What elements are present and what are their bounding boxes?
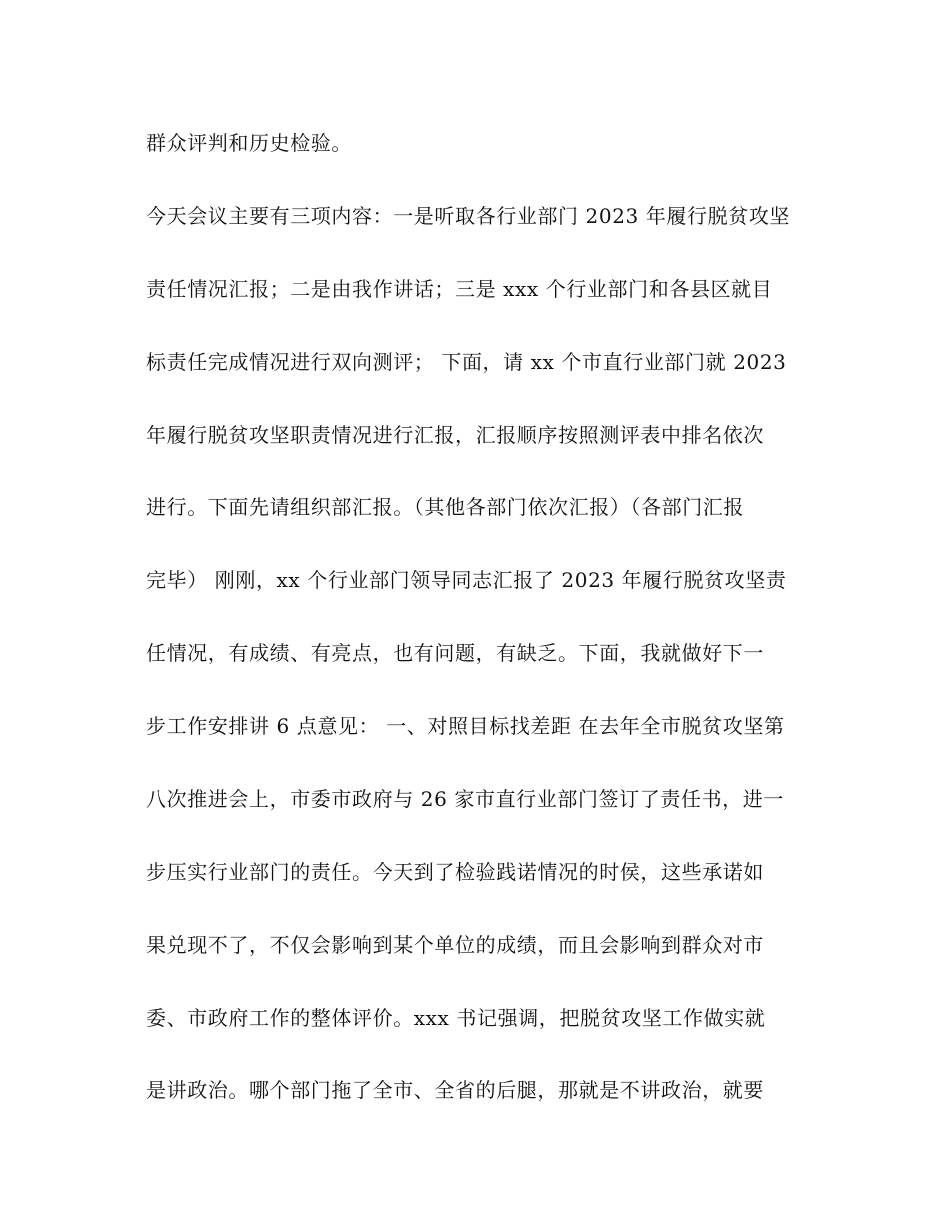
text-line: 年履行脱贫攻坚职责情况进行汇报，汇报顺序按照测评表中排名依次 bbox=[146, 423, 764, 447]
text-line: 是讲政治。哪个部门拖了全市、全省的后腿，那就是不讲政治，就要 bbox=[146, 1078, 764, 1102]
text-line: 任情况，有成绩、有亮点，也有问题，有缺乏。下面，我就做好下一 bbox=[146, 641, 764, 665]
text-line: 责任情况汇报；二是由我作讲话；三是 xxx 个行业部门和各县区就目 bbox=[146, 277, 773, 301]
text-line: 今天会议主要有三项内容：一是听取各行业部门 2023 年履行脱贫攻坚 bbox=[146, 204, 791, 228]
text-line: 群众评判和历史检验。 bbox=[146, 131, 352, 155]
text-line: 步工作安排讲 6 点意见： 一、对照目标找差距 在去年全市脱贫攻坚第 bbox=[146, 714, 785, 738]
text-line: 果兑现不了，不仅会影响到某个单位的成绩，而且会影响到群众对市 bbox=[146, 933, 764, 957]
text-line: 八次推进会上，市委市政府与 26 家市直行业部门签订了责任书，进一 bbox=[146, 787, 784, 811]
text-line: 完毕） 刚刚，xx 个行业部门领导同志汇报了 2023 年履行脱贫攻坚责 bbox=[146, 568, 787, 592]
text-line: 标责任完成情况进行双向测评； 下面，请 xx 个市直行业部门就 2023 bbox=[146, 350, 787, 374]
text-line: 步压实行业部门的责任。今天到了检验践诺情况的时侯，这些承诺如 bbox=[146, 860, 764, 884]
text-line: 委、市政府工作的整体评价。xxx 书记强调，把脱贫攻坚工作做实就 bbox=[146, 1006, 766, 1030]
text-line: 进行。下面先请组织部汇报。（其他各部门依次汇报）（各部门汇报 bbox=[146, 495, 744, 519]
